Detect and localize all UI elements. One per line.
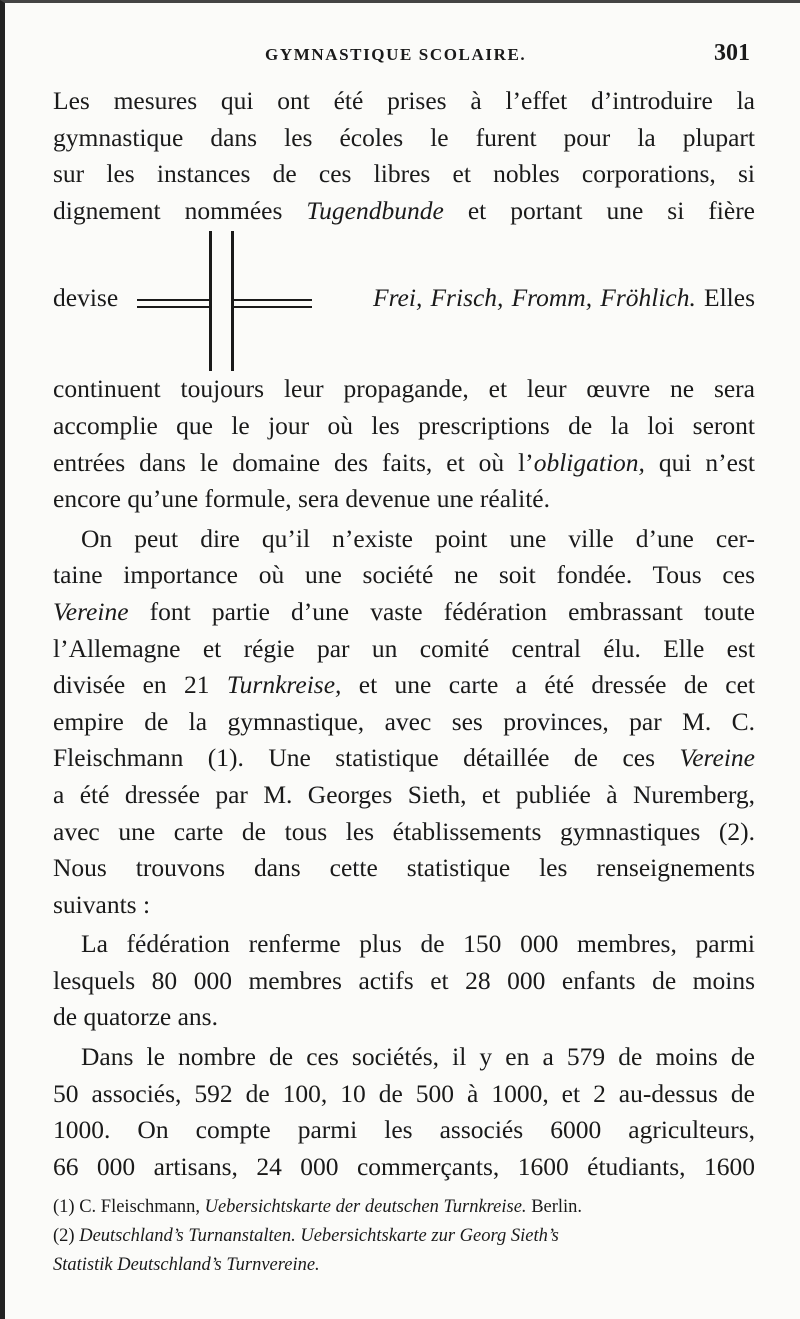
text-line: taine importance où une société ne soit fondée. Tous ces: [53, 560, 755, 590]
paragraph-3: [53, 926, 755, 1036]
italic-term: Tugendbunde: [306, 195, 444, 225]
text-line: suivants :: [53, 889, 151, 919]
text-line: continuent toujours leur propagande, et leur œuvre ne sera: [53, 374, 755, 404]
body-text: [53, 83, 755, 1185]
text-line: avec une carte de tous les établissements gymnastiques (2).: [53, 816, 755, 846]
footnote-2: (2) Deutschland’s Turnanstalten. Uebersichtskarte zur Georg Sieth’s: [53, 1226, 559, 1246]
text-line: encore qu’une formule, sera devenue une réalité.: [53, 484, 551, 514]
text-line: de quatorze ans.: [53, 1002, 218, 1032]
italic-term: Turnkreise,: [226, 670, 342, 700]
text-line: Fleischmann (1). Une statistique détaillée de ces Vereine: [53, 743, 755, 773]
footnote-2-continuation: Statistik Deutschland’s Turnvereine.: [53, 1255, 320, 1275]
paragraph-2: [53, 521, 755, 924]
footnote-1: (1) C. Fleischmann, Uebersichtskarte der deutschen Turnkreise. Berlin.: [53, 1197, 583, 1217]
running-title: GYMNASTIQUE SCOLAIRE.: [265, 45, 527, 64]
text-line: sur les instances de ces libres et nobles corporations, si: [53, 159, 755, 189]
text-line: Nous trouvons dans cette statistique les renseignements: [53, 853, 755, 883]
cross-bar-left: [209, 231, 212, 371]
text-line: 66 000 artisans, 24 000 commerçants, 1600 étudiants, 1600: [53, 1151, 755, 1181]
footnotes: [53, 1193, 755, 1280]
cross-rule-left-top: [137, 299, 209, 301]
text-line: gymnastique dans les écoles le furent pour la plupart: [53, 122, 755, 152]
motto-label: devise: [53, 283, 119, 313]
text-line: divisée en 21 Turnkreise, et une carte a été dressée de cet: [53, 670, 755, 700]
text-line: 1000. On compte parmi les associés 6000 agriculteurs,: [53, 1115, 755, 1145]
text-line: l’Allemagne et régie par un comité central élu. Elle est: [53, 633, 755, 663]
text-line: Les mesures qui ont été prises à l’effet d’introduire la: [53, 86, 755, 115]
motto-text: Frei, Frisch, Fromm, Fröhlich. Elles: [373, 283, 756, 313]
text-line: a été dressée par M. Georges Sieth, et publiée à Nuremberg,: [53, 779, 755, 809]
italic-term: Vereine: [53, 596, 129, 626]
text-line: Vereine font partie d’une vaste fédération embrassant toute: [53, 596, 755, 626]
text-line: lesquels 80 000 membres actifs et 28 000 enfants de moins: [53, 965, 755, 995]
cross-bar-right: [231, 231, 234, 371]
text-line: entrées dans le domaine des faits, et où l’obligation, qui n’est: [53, 447, 755, 477]
text-line: dignement nommées Tugendbunde et portant une si fière: [53, 195, 755, 225]
paragraph-4: [53, 1039, 755, 1185]
text-line: empire de la gymnastique, avec ses provinces, par M. C.: [53, 706, 755, 736]
italic-term: obligation,: [533, 447, 645, 477]
cross-rule-left-bottom: [137, 306, 209, 308]
cross-rule-right-bottom: [234, 306, 312, 308]
text-line: 50 associés, 592 de 100, 10 de 500 à 1000, et 2 au-dessus de: [53, 1078, 755, 1108]
cross-rule-right-top: [234, 299, 312, 301]
page-number: 301: [714, 40, 750, 66]
motto-row: [53, 231, 755, 371]
text-line: accomplie que le jour où les prescriptions de la loi seront: [53, 410, 755, 440]
paragraph-1: [53, 83, 755, 518]
page-header: [53, 37, 750, 71]
text-line: La fédération renferme plus de 150 000 membres, parmi: [81, 929, 755, 959]
italic-term: Vereine: [679, 743, 755, 773]
text-line: On peut dire qu’il n’existe point une ville d’une cer-: [81, 523, 755, 553]
text-line: Dans le nombre de ces sociétés, il y en a 579 de moins de: [81, 1042, 755, 1072]
